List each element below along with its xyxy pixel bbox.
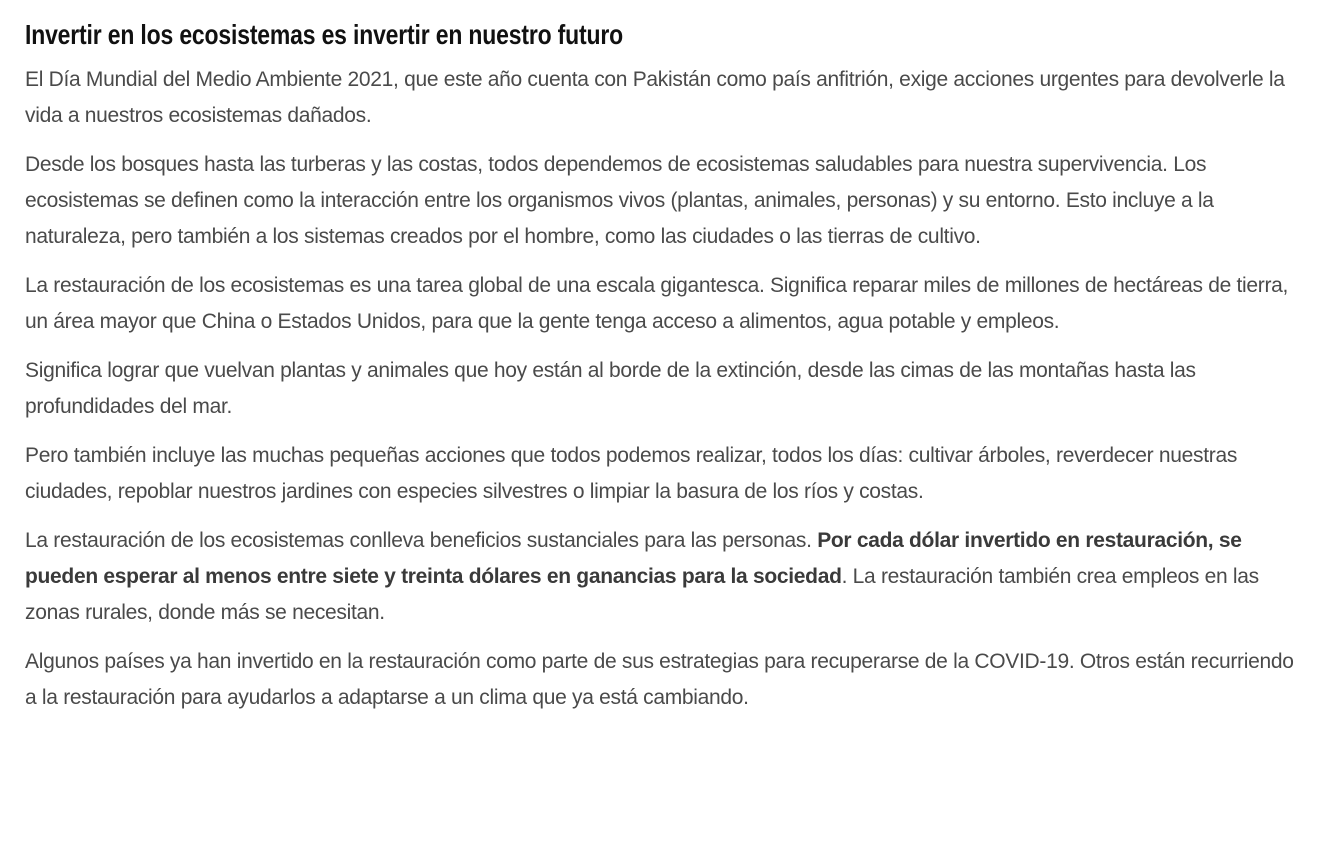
paragraph-4: Significa lograr que vuelvan plantas y animales que hoy están al borde de la extinción, desde las cimas de las montañas hasta las profundidades del mar. [25,359,1196,418]
paragraph-6-intro: La restauración de los ecosistemas conlleva beneficios sustanciales para las personas. [25,529,818,552]
paragraph-1: El Día Mundial del Medio Ambiente 2021, que este año cuenta con Pakistán como país anfitrión, exige acciones urgentes para devolverle la vida a nuestros ecosistemas dañados. [25,68,1285,127]
paragraph-3: La restauración de los ecosistemas es una tarea global de una escala gigantesca. Significa reparar miles de millones de hectáreas de tierra, un área mayor que China o Estados Unidos, para que la gente tenga acceso a alimentos, agua potable y empleos. [25,274,1289,333]
paragraph-2: Desde los bosques hasta las turberas y las costas, todos dependemos de ecosistemas saludables para nuestra supervivencia. Los ecosistemas se definen como la interacción entre los organismos vivos (plantas, animales, personas) y su entorno. Esto incluye a la naturaleza, pero también a los sistemas creados por el hombre, como las ciudades o las tierras de cultivo. [25,153,1214,248]
article-title: Invertir en los ecosistemas es invertir en nuestro futuro [25,19,624,50]
paragraph-5: Pero también incluye las muchas pequeñas acciones que todos podemos realizar, todos los días: cultivar árboles, reverdecer nuestras ciudades, repoblar nuestros jardines con especies silvestres o limpiar la basura de los ríos y costas. [25,444,1238,503]
paragraph-6-highlight: Por cada dólar invertido en restauración, se pueden esperar al menos entre siete y treinta dólares en ganancias para la sociedad [25,529,1242,588]
paragraph-6-outro: . La restauración también crea empleos en las zonas rurales, donde más se necesitan. [25,565,1259,624]
paragraph-6 [25,523,1310,631]
article [25,0,1310,716]
paragraph-7: Algunos países ya han invertido en la restauración como parte de sus estrategias para recuperarse de la COVID-19. Otros están recurriendo a la restauración para ayudarlos a adaptarse a un clima que ya está cambiando. [25,650,1294,709]
